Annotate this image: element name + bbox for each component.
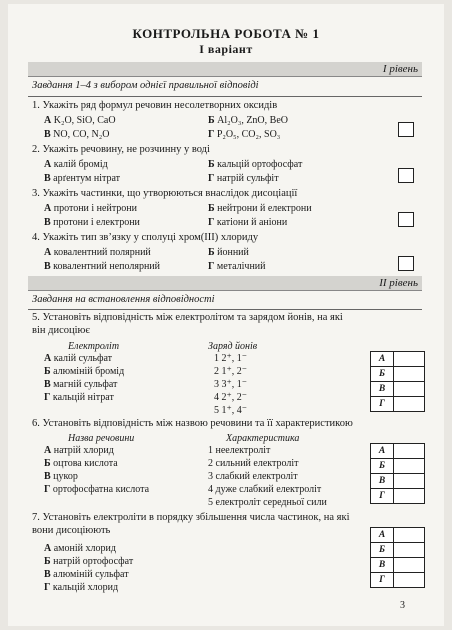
q5-item-c: В магній сульфат [44,379,118,390]
answer-cell[interactable] [394,444,425,459]
q5-answer-grid [370,351,425,412]
option-3b: Б нейтрони й електрони [208,203,312,214]
q7-item-c: В алюміній сульфат [44,569,129,580]
q5-option-4: 4 2⁺, 2⁻ [214,392,248,403]
answer-box-2[interactable] [398,168,414,183]
question-7-text-cont: вони дисоціюють [32,525,111,536]
q5-option-1: 1 2⁺, 1⁻ [214,353,248,364]
q6-option-1: 1 неелектроліт [208,445,271,456]
q5-item-a: А калій сульфат [44,353,113,364]
question-7-text: 7. Установіть електроліти в порядку збільшення числа частинок, на які [32,512,350,523]
option-1c: В NO, CO, N₂O [44,129,110,140]
page-title: КОНТРОЛЬНА РОБОТА № 1 [132,26,320,41]
level-1-section-title: Завдання 1–4 з вибором однієї правильної відповіді [32,80,259,91]
answer-cell[interactable] [394,543,425,558]
answer-box-4[interactable] [398,256,414,271]
option-1d: Г P₂O₅, CO₂, SO₃ [208,129,281,140]
answer-row-label: В [371,382,394,397]
answer-row-label: Б [371,367,394,382]
question-4-text: 4. Укажіть тип зв’язку у сполуці хром(III) хлориду [32,232,259,243]
question-1-text: 1. Укажіть ряд формул речовин несолетворних оксидів [32,100,278,111]
answer-row-label: Г [371,397,394,412]
answer-row-label: Г [371,489,394,504]
q5-option-3: 3 3⁺, 1⁻ [214,379,248,390]
answer-cell[interactable] [394,382,425,397]
answer-cell[interactable] [394,489,425,504]
option-4c: В ковалентний неполярний [44,261,160,272]
answer-cell[interactable] [394,367,425,382]
q6-item-c: В цукор [44,471,78,482]
question-5-text: 5. Установіть відповідність між електролітом та зарядом йонів, на які [32,312,343,323]
answer-row-label: Б [371,543,394,558]
answer-row-label: Г [371,573,394,588]
q6-right-header: Характеристика [226,433,300,444]
q6-item-b: Б оцтова кислота [44,458,118,469]
answer-box-3[interactable] [398,212,414,227]
q5-option-5: 5 1⁺, 4⁻ [214,405,248,416]
level-2-section-title: Завдання на встановлення відповідності [32,294,215,305]
q6-option-4: 4 дуже слабкий електроліт [208,484,322,495]
option-3a: А протони і нейтрони [44,203,138,214]
option-1b: Б Al₂O₃, ZnO, BeO [208,115,288,126]
option-2d: Г натрій сульфіт [208,173,279,184]
level-2-bar [28,276,422,291]
page-number: 3 [400,600,405,611]
q6-left-header: Назва речовини [68,433,135,444]
answer-cell[interactable] [394,573,425,588]
q5-item-b: Б алюміній бромід [44,366,125,377]
answer-row-label: А [371,352,394,367]
level-1-label: I рівень [382,63,418,75]
answer-cell[interactable] [394,459,425,474]
q5-right-header: Заряд йонів [208,341,258,352]
option-1a: А K₂O, SiO, CaO [44,115,116,126]
section-divider [28,96,422,97]
question-5-text-cont: він дисоціює [32,325,90,336]
answer-cell[interactable] [394,397,425,412]
option-4b: Б йонний [208,247,249,258]
answer-row-label: Б [371,459,394,474]
answer-box-1[interactable] [398,122,414,137]
option-2b: Б кальцій ортофосфат [208,159,303,170]
answer-row-label: А [371,528,394,543]
answer-cell[interactable] [394,474,425,489]
level-1-bar [28,62,422,77]
q7-item-d: Г кальцій хлорид [44,582,119,593]
question-6-text: 6. Установіть відповідність між назвою речовини та її характеристикою [32,418,353,429]
answer-row-label: А [371,444,394,459]
option-4d: Г металічний [208,261,266,272]
q6-item-a: А натрій хлорид [44,445,114,456]
q6-option-5: 5 електроліт середньої сили [208,497,327,508]
question-2-text: 2. Укажіть речовину, не розчинну у воді [32,144,210,155]
q5-option-2: 2 1⁺, 2⁻ [214,366,248,377]
option-2a: А калій бромід [44,159,108,170]
answer-cell[interactable] [394,352,425,367]
answer-row-label: В [371,558,394,573]
q6-option-2: 2 сильний електроліт [208,458,299,469]
level-2-label: II рівень [379,277,418,289]
q7-answer-grid [370,527,425,588]
q7-item-a: А амоній хлорид [44,543,116,554]
answer-cell[interactable] [394,558,425,573]
option-4a: А ковалентний полярний [44,247,151,258]
option-3d: Г катіони й аніони [208,217,288,228]
q6-item-d: Г ортофосфатна кислота [44,484,150,495]
q6-answer-grid [370,443,425,504]
answer-cell[interactable] [394,528,425,543]
worksheet-page [8,4,444,626]
question-3-text: 3. Укажіть частинки, що утворюються внаслідок дисоціації [32,188,298,199]
q6-option-3: 3 слабкий електроліт [208,471,298,482]
answer-row-label: В [371,474,394,489]
q5-item-d: Г кальцій нітрат [44,392,114,403]
q7-item-b: Б натрій ортофосфат [44,556,134,567]
q5-left-header: Електроліт [68,341,120,352]
option-3c: В протони і електрони [44,217,140,228]
option-2c: В арґентум нітрат [44,173,121,184]
section-divider [28,309,422,310]
variant-title: I варіант [199,42,253,56]
